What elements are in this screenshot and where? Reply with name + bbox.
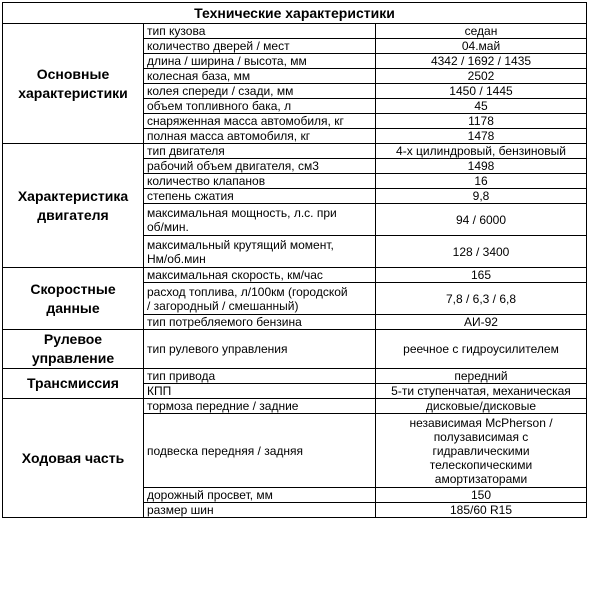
group-label-line: Характеристика: [17, 187, 129, 204]
value-line: 185/60 R15: [449, 503, 513, 517]
param-cell: [144, 384, 376, 399]
value-line: 2502: [467, 69, 495, 83]
value-cell: [376, 114, 587, 129]
value-line: 5-ти ступенчатая, механическая: [391, 384, 571, 398]
param-line: количество клапанов: [147, 174, 266, 188]
param-cell: [144, 99, 376, 114]
param-cell: [144, 159, 376, 174]
value-line: 150: [470, 488, 492, 502]
value-cell: [376, 129, 587, 144]
value-line: 1450 / 1445: [449, 84, 513, 98]
value-line: телескопическими: [429, 457, 533, 472]
param-line: / загородный / смешанный): [147, 298, 299, 313]
param-line: тип двигателя: [147, 144, 225, 158]
value-cell: [376, 144, 587, 159]
value-line: 94 / 6000: [455, 212, 507, 227]
param-cell: [144, 330, 376, 369]
param-line: об/мин.: [147, 219, 189, 234]
value-cell: [376, 24, 587, 39]
value-cell: [376, 84, 587, 99]
value-cell: [376, 69, 587, 84]
param-cell: [144, 69, 376, 84]
value-line: седан: [464, 24, 498, 38]
param-cell: [144, 24, 376, 39]
param-line: размер шин: [147, 503, 214, 517]
param-cell: [144, 315, 376, 330]
param-cell: [144, 144, 376, 159]
value-cell: [376, 189, 587, 204]
value-line: 7,8 / 6,3 / 6,8: [445, 291, 517, 306]
table-row: [3, 24, 587, 39]
value-line: реечное с гидроусилителем: [403, 342, 559, 356]
value-line: гидравлическими: [432, 443, 530, 458]
value-line: 4342 / 1692 / 1435: [430, 54, 532, 68]
spec-body: [3, 24, 587, 518]
param-line: максимальная скорость, км/час: [147, 268, 323, 282]
param-line: Нм/об.мин: [147, 251, 206, 266]
group-label: [3, 144, 144, 268]
value-cell: [376, 488, 587, 503]
param-line: рабочий объем двигателя, см3: [147, 159, 319, 173]
param-line: максимальный крутящий момент,: [147, 237, 334, 252]
value-cell: [376, 503, 587, 518]
value-cell: [376, 384, 587, 399]
group-label: [3, 369, 144, 399]
value-cell: [376, 399, 587, 414]
group-label-line: управление: [31, 350, 115, 366]
value-line: передний: [454, 369, 508, 383]
value-line: 1498: [467, 159, 495, 173]
value-line: 45: [474, 99, 488, 113]
param-line: максимальная мощность, л.с. при: [147, 205, 337, 220]
group-label: [3, 268, 144, 330]
value-line: амортизаторами: [434, 471, 528, 486]
param-line: снаряженная масса автомобиля, кг: [147, 114, 344, 128]
value-cell: [376, 236, 587, 268]
group-label: [3, 330, 144, 369]
value-line: 128 / 3400: [452, 244, 510, 259]
param-cell: [144, 189, 376, 204]
value-line: АИ-92: [464, 315, 498, 329]
value-cell: [376, 204, 587, 236]
param-line: тип кузова: [147, 24, 206, 38]
group-label-line: Основные: [36, 65, 110, 82]
value-cell: [376, 330, 587, 369]
value-line: независимая McPherson /: [409, 415, 553, 430]
value-line: 1178: [468, 114, 494, 128]
param-line: расход топлива, л/100км (городской: [147, 284, 348, 299]
param-cell: [144, 369, 376, 384]
group-label-line: Рулевое: [43, 331, 103, 347]
table-row: [3, 268, 587, 283]
value-cell: [376, 54, 587, 69]
value-line: 16: [474, 174, 488, 188]
value-line: полузависимая с: [433, 429, 529, 444]
param-cell: [144, 84, 376, 99]
group-label-line: Трансмиссия: [27, 375, 119, 391]
group-label-line: двигателя: [37, 206, 109, 223]
table-row: [3, 399, 587, 414]
param-line: тип привода: [147, 369, 216, 383]
param-cell: [144, 129, 376, 144]
value-cell: [376, 39, 587, 54]
title-row: [3, 3, 587, 24]
param-line: степень сжатия: [147, 189, 234, 203]
table-row: [3, 369, 587, 384]
param-cell: [144, 414, 376, 488]
table-title: Технические характеристики: [3, 3, 587, 24]
param-line: длина / ширина / высота, мм: [147, 54, 307, 68]
param-line: тип рулевого управления: [147, 342, 288, 356]
value-line: 1478: [467, 129, 495, 143]
group-label: [3, 399, 144, 518]
value-line: 04.май: [461, 39, 501, 53]
value-cell: [376, 283, 587, 315]
param-cell: [144, 236, 376, 268]
param-line: подвеска передняя / задняя: [147, 443, 304, 458]
value-cell: [376, 174, 587, 189]
group-label-line: данные: [46, 299, 100, 316]
group-label-line: характеристики: [18, 84, 128, 101]
value-line: дисковые/дисковые: [425, 399, 537, 413]
param-cell: [144, 399, 376, 414]
param-line: количество дверей / мест: [147, 39, 290, 53]
value-cell: [376, 315, 587, 330]
param-line: тип потребляемого бензина: [147, 315, 302, 329]
table-row: [3, 144, 587, 159]
param-cell: [144, 39, 376, 54]
param-cell: [144, 488, 376, 503]
param-line: колея спереди / сзади, мм: [147, 84, 294, 98]
param-cell: [144, 114, 376, 129]
param-line: колесная база, мм: [147, 69, 251, 83]
spec-table: [2, 2, 587, 518]
table-row: [3, 330, 587, 369]
param-cell: [144, 54, 376, 69]
value-line: 165: [470, 268, 492, 282]
group-label-line: Скоростные: [30, 280, 116, 297]
param-cell: [144, 283, 376, 315]
group-label-line: Ходовая часть: [21, 449, 125, 466]
value-cell: [376, 369, 587, 384]
param-cell: [144, 503, 376, 518]
value-cell: [376, 414, 587, 488]
value-line: 4-х цилиндровый, бензиновый: [396, 144, 566, 158]
param-line: дорожный просвет, мм: [147, 488, 273, 502]
param-line: КПП: [147, 384, 172, 398]
param-line: тормоза передние / задние: [147, 399, 299, 413]
value-cell: [376, 268, 587, 283]
param-cell: [144, 204, 376, 236]
param-cell: [144, 268, 376, 283]
value-cell: [376, 99, 587, 114]
group-label: [3, 24, 144, 144]
value-line: 9,8: [472, 189, 490, 203]
param-line: объем топливного бака, л: [147, 99, 292, 113]
param-cell: [144, 174, 376, 189]
value-cell: [376, 159, 587, 174]
param-line: полная масса автомобиля, кг: [147, 129, 311, 143]
